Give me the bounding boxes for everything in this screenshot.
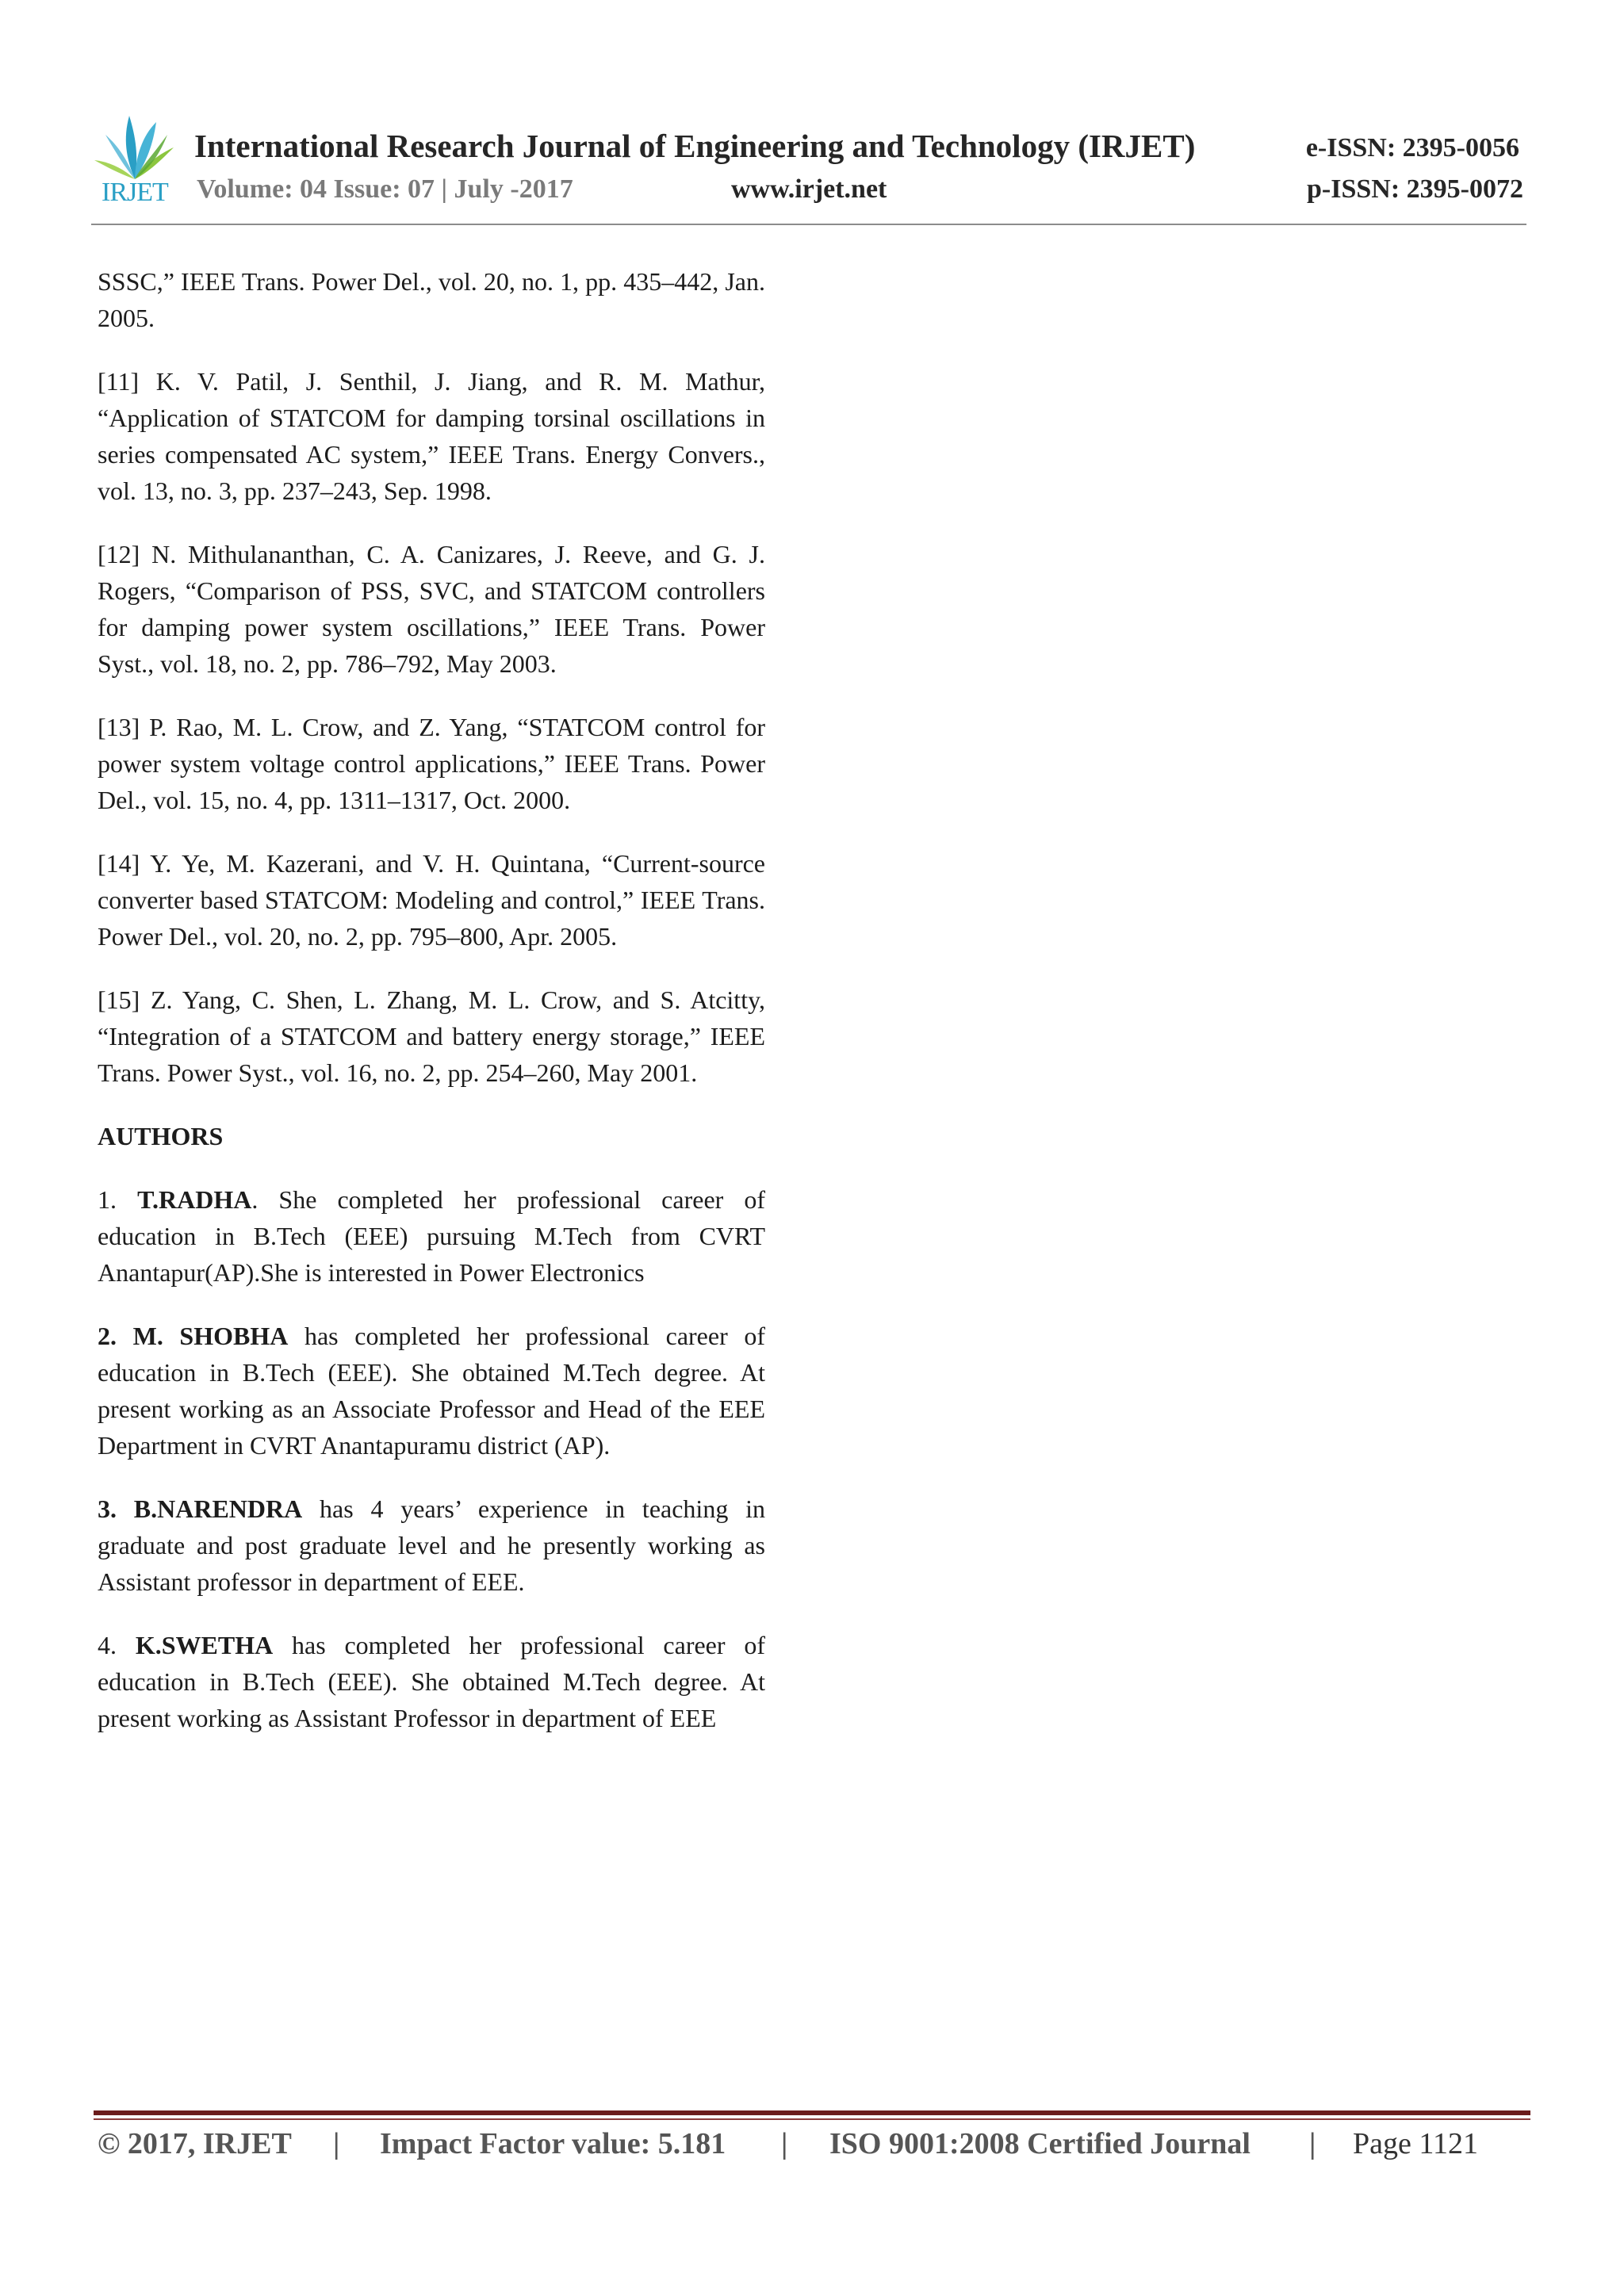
footer-divider-thin xyxy=(94,2118,1530,2120)
journal-website-link[interactable]: www.irjet.net xyxy=(731,174,887,204)
reference-item: [13] P. Rao, M. L. Crow, and Z. Yang, “STATCOM control for power system voltage control applications,” IEEE Trans. Power Del., vol. 15, no. 4, pp. 1311–1317, Oct. 2000. xyxy=(98,713,765,814)
authors-heading: AUTHORS xyxy=(98,1122,224,1150)
footer-page-number: Page 1121 xyxy=(1353,2127,1478,2160)
header-divider xyxy=(91,224,1526,225)
e-issn: e-ISSN: 2395-0056 xyxy=(1305,133,1519,163)
author-bio xyxy=(98,1181,765,1291)
author-description: . She completed her professional career of education in B.Tech (EEE) pursuing M.Tech from CVRT Anantapur(AP).She is interested in Power Electronics xyxy=(98,1185,766,1287)
author-name: K.SWETHA xyxy=(135,1631,274,1659)
irjet-logo xyxy=(91,111,178,212)
author-number: 1. xyxy=(98,1185,138,1214)
footer-iso-certification: ISO 9001:2008 Certified Journal xyxy=(829,2127,1251,2160)
footer-copyright: © 2017, IRJET xyxy=(98,2127,292,2160)
reference-item: [11] K. V. Patil, J. Senthil, J. Jiang, and R. M. Mathur, “Application of STATCOM for damping torsinal oscillations in series compensated AC system,” IEEE Trans. Energy Convers., vol. 13, no. 3, pp. 237–243, Sep. 1998. xyxy=(98,367,765,505)
author-description: has completed her professional career of education in B.Tech (EEE). She obtained M.Tech degree. At present working as an Associate Professor and Head of the EEE Department in CVRT Anantapuramu district (AP). xyxy=(98,1322,766,1460)
author-bio xyxy=(98,1490,765,1600)
page-footer xyxy=(98,2126,1493,2166)
author-name: 2. M. SHOBHA xyxy=(98,1322,289,1350)
footer-separator: | xyxy=(1309,2127,1316,2160)
logo-leaves-icon xyxy=(91,111,178,182)
volume-issue: Volume: 04 Issue: 07 | July -2017 xyxy=(197,174,573,204)
page-header xyxy=(91,111,1526,227)
left-column xyxy=(98,263,765,1763)
author-number: 4. xyxy=(98,1631,136,1659)
reference-item: [15] Z. Yang, C. Shen, L. Zhang, M. L. Crow, and S. Atcitty, “Integration of a STATCOM and battery energy storage,” IEEE Trans. Power Syst., vol. 16, no. 2, pp. 254–260, May 2001. xyxy=(98,985,765,1087)
author-bio xyxy=(98,1627,765,1736)
footer-impact-factor: Impact Factor value: 5.181 xyxy=(380,2127,726,2160)
logo-text: IRJET xyxy=(102,178,168,207)
author-name: 3. B.NARENDRA xyxy=(98,1494,303,1523)
reference-item: [12] N. Mithulananthan, C. A. Canizares, J. Reeve, and G. J. Rogers, “Comparison of PSS, SVC, and STATCOM controllers for damping power system oscillations,” IEEE Trans. Power Syst., vol. 18, no. 2, pp. 786–792, May 2003. xyxy=(98,540,765,678)
reference-item: [14] Y. Ye, M. Kazerani, and V. H. Quintana, “Current-source converter based STATCOM: Modeling and control,” IEEE Trans. Power Del., vol. 20, no. 2, pp. 795–800, Apr. 2005. xyxy=(98,849,765,951)
footer-divider-thick xyxy=(94,2110,1530,2115)
author-bio xyxy=(98,1318,765,1464)
author-description: has 4 years’ experience in teaching in graduate and post graduate level and he presently working as Assistant professor in department of EEE. xyxy=(98,1494,766,1596)
author-name: T.RADHA xyxy=(137,1185,252,1214)
author-description: has completed her professional career of education in B.Tech (EEE). She obtained M.Tech degree. At present working as Assistant Professor in department of EEE xyxy=(98,1631,766,1732)
footer-separator: | xyxy=(781,2127,788,2160)
reference-item: SSSC,” IEEE Trans. Power Del., vol. 20, no. 1, pp. 435–442, Jan. 2005. xyxy=(98,267,765,332)
journal-title: International Research Journal of Engineering and Technology (IRJET) xyxy=(194,128,1196,164)
footer-separator: | xyxy=(333,2127,340,2160)
p-issn: p-ISSN: 2395-0072 xyxy=(1307,174,1523,204)
